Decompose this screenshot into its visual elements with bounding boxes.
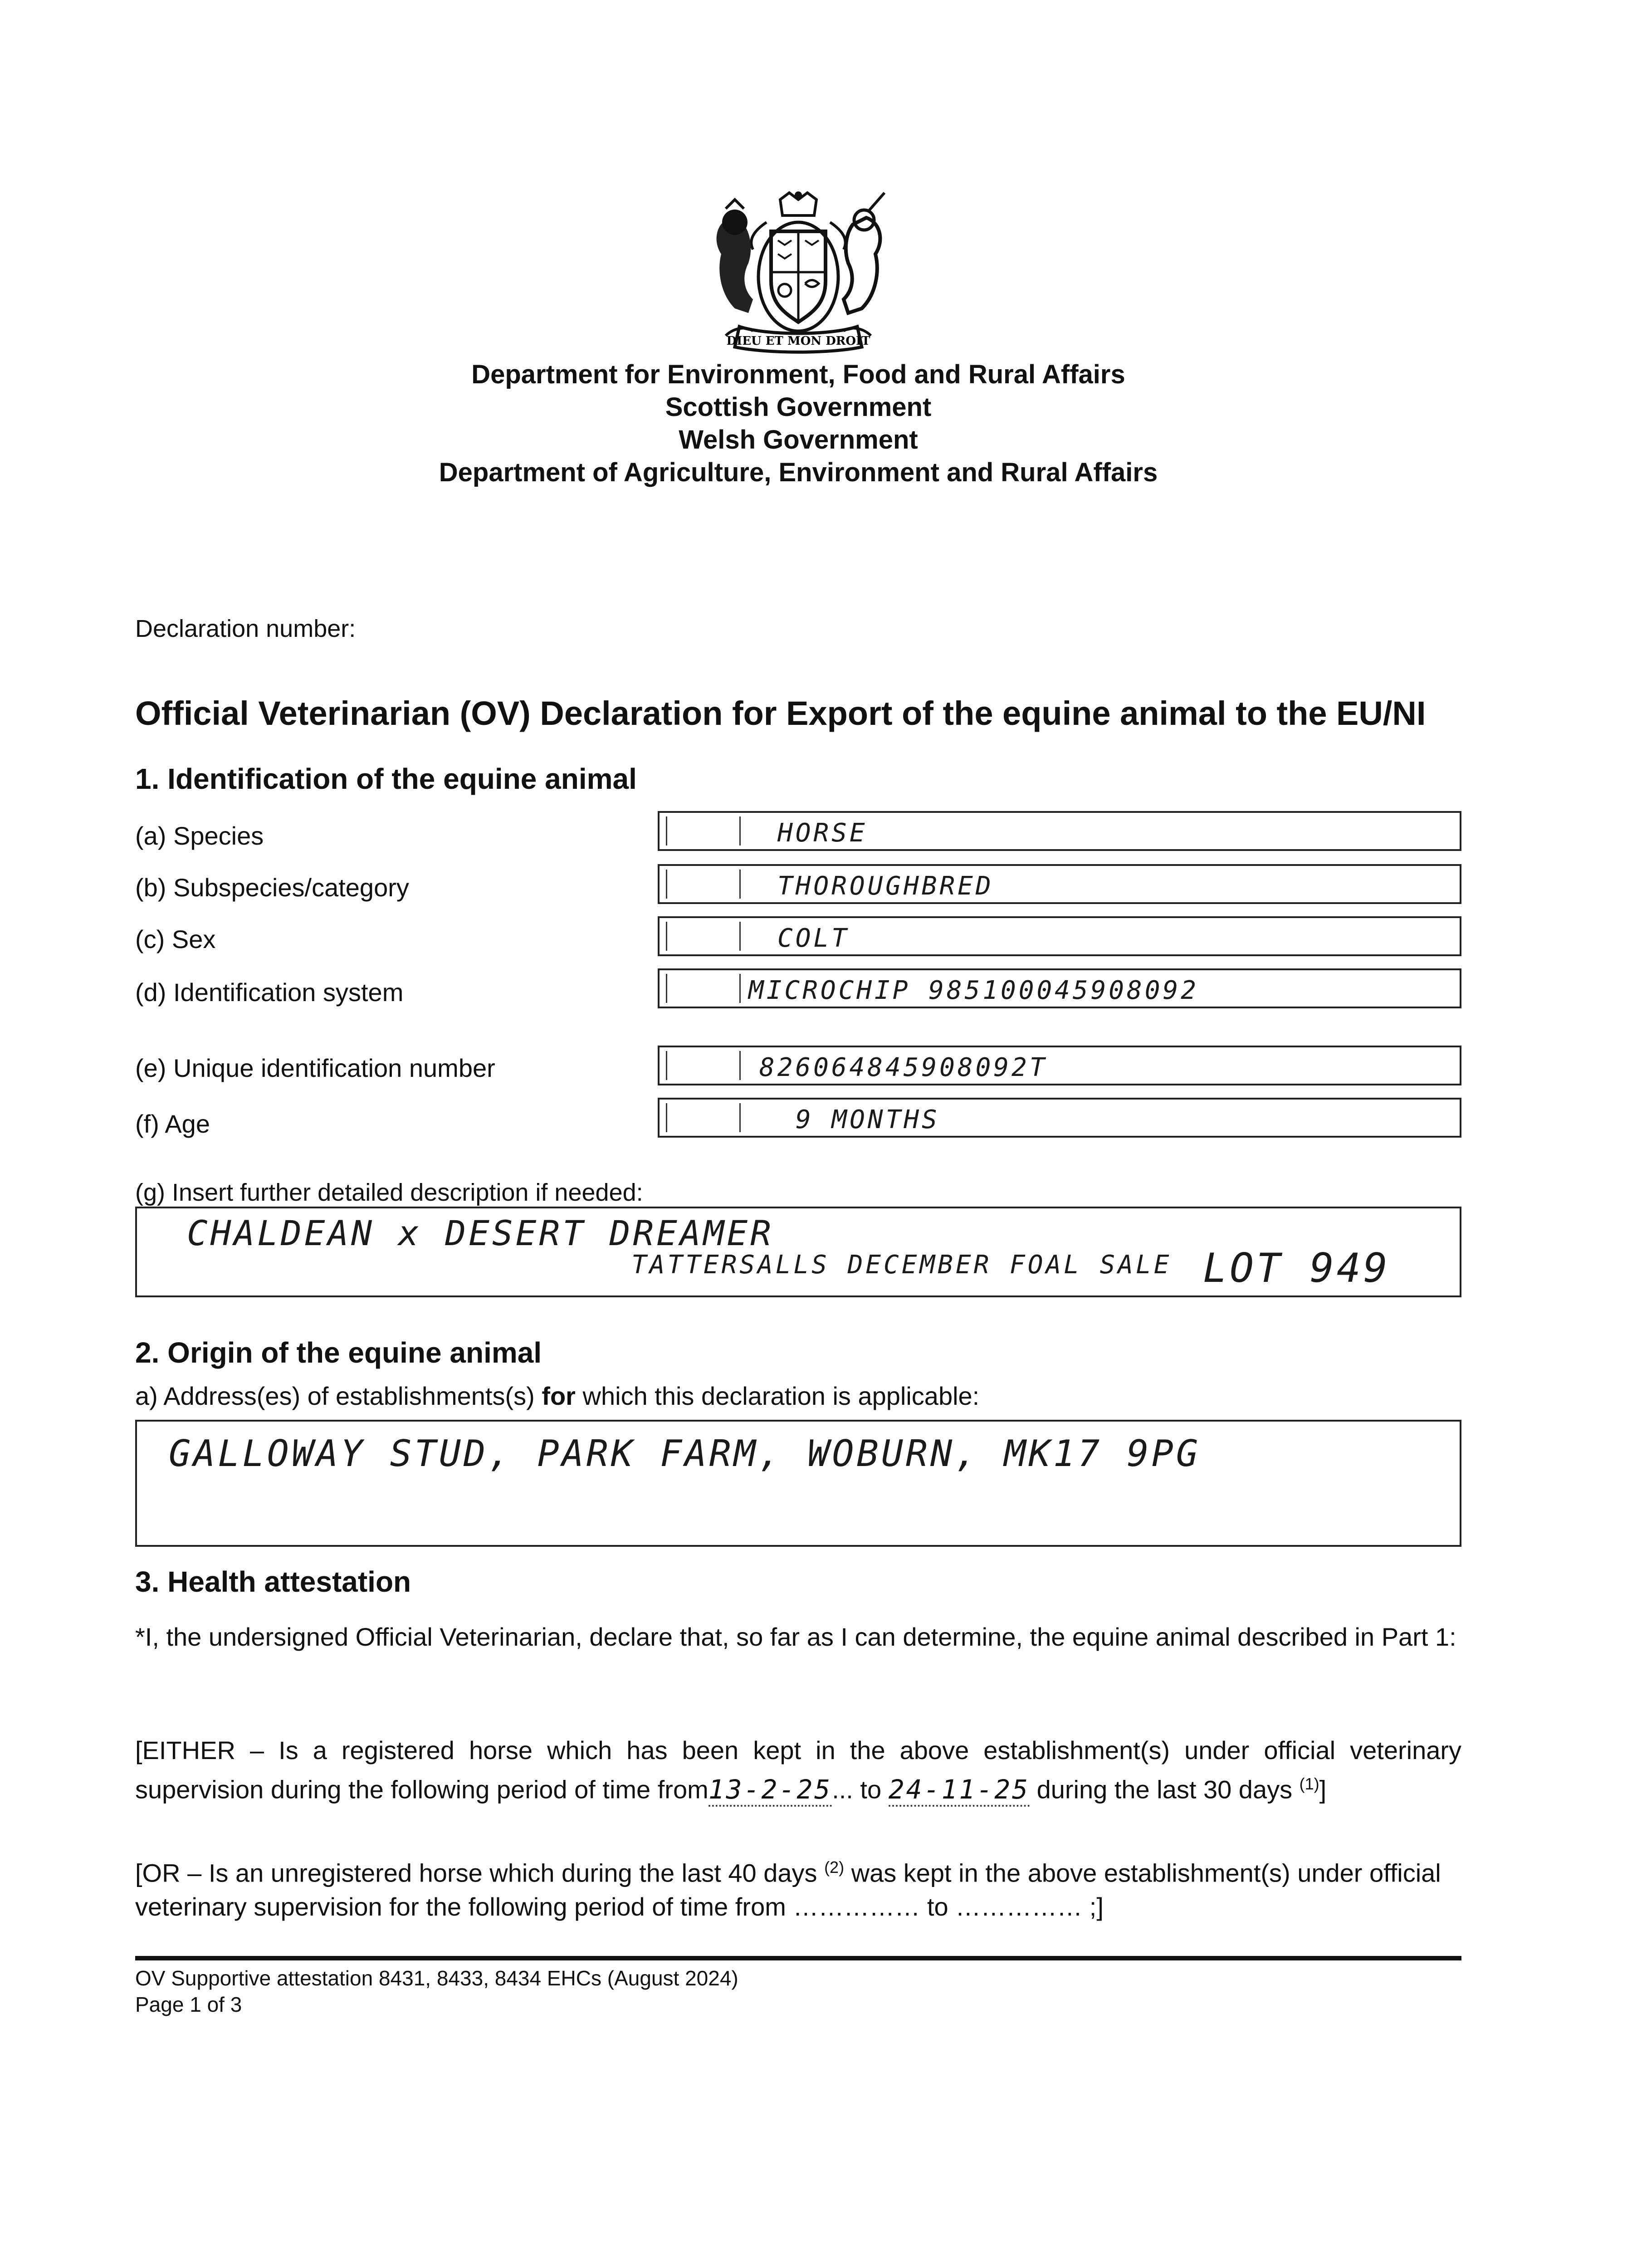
sex-label: (c) Sex <box>135 925 216 953</box>
either-text: [EITHER – Is a registered horse which has been kept in the above establishment(s) under official veterinary supervision during the following period of time from <box>135 1736 1461 1804</box>
age-value: 9 MONTHS <box>796 1105 940 1134</box>
address-label-bold: for <box>542 1382 576 1410</box>
either-from-date[interactable]: 13-2-25 <box>709 1774 832 1807</box>
declaration-number-label: Declaration number: <box>135 615 356 642</box>
description-breeding: CHALDEAN x DESERT DREAMER <box>187 1213 774 1253</box>
attestation-either <box>135 1734 1461 1807</box>
species-label: (a) Species <box>135 821 264 850</box>
address-value: GALLOWAY STUD, PARK FARM, WOBURN, MK17 9PG <box>169 1432 1201 1475</box>
subspecies-value: THOROUGHBRED <box>777 871 994 901</box>
attestation-or <box>135 1851 1461 1924</box>
either-dots: ... <box>832 1775 853 1804</box>
sex-value: COLT <box>777 924 850 953</box>
unique-id-label: (e) Unique identification number <box>135 1054 495 1082</box>
description-field[interactable] <box>135 1207 1461 1297</box>
document-title: Official Veterinarian (OV) Declaration for Export of the equine animal to the EU/NI <box>135 694 1426 732</box>
description-label: (g) Insert further detailed description if needed: <box>135 1179 643 1206</box>
address-field[interactable] <box>135 1420 1461 1547</box>
or-text-post: was kept in the above establishment(s) under official veterinary supervision for the following period of time from …………… to …………… ;] <box>135 1858 1441 1921</box>
either-to-word: to <box>853 1775 889 1804</box>
issuing-authorities <box>0 358 1597 489</box>
sex-field[interactable] <box>658 916 1461 956</box>
crest-motto: DIEU ET MON DROIT <box>726 334 870 348</box>
authority-scottish-gov: Scottish Government <box>665 392 932 422</box>
footer-page-number: Page 1 of 3 <box>135 1993 242 2016</box>
authority-welsh-gov: Welsh Government <box>679 425 918 455</box>
either-close: ] <box>1319 1775 1327 1804</box>
subspecies-field[interactable] <box>658 864 1461 904</box>
address-label <box>135 1381 979 1411</box>
footer-divider <box>135 1956 1461 1960</box>
authority-daera: Department of Agriculture, Environment and Rural Affairs <box>439 458 1158 487</box>
identification-system-value: MICROCHIP 985100045908092 <box>748 976 1199 1005</box>
royal-coat-of-arms-icon <box>699 191 898 358</box>
species-field[interactable] <box>658 811 1461 851</box>
authority-defra: Department for Environment, Food and Rural Affairs <box>471 360 1125 389</box>
attestation-intro: *I, the undersigned Official Veterinarian, declare that, so far as I can determine, the equine animal described in Part 1: <box>135 1623 1456 1651</box>
section-1-heading: 1. Identification of the equine animal <box>135 763 637 795</box>
footer-form-reference: OV Supportive attestation 8431, 8433, 8434 EHCs (August 2024) <box>135 1966 738 1990</box>
footnote-2-ref: (2) <box>824 1858 845 1877</box>
footnote-1-ref: (1) <box>1299 1774 1319 1793</box>
address-label-post: which this declaration is applicable: <box>575 1382 980 1410</box>
description-sale: TATTERSALLS DECEMBER FOAL SALE <box>631 1250 1172 1280</box>
either-post: during the last 30 days <box>1030 1775 1300 1804</box>
subspecies-label: (b) Subspecies/category <box>135 873 409 902</box>
description-lot: LOT 949 <box>1203 1245 1390 1291</box>
or-text: [OR – Is an unregistered horse which during the last 40 days <box>135 1858 825 1887</box>
address-label-pre: a) Address(es) of establishments(s) <box>135 1382 542 1410</box>
age-field[interactable] <box>658 1098 1461 1138</box>
unique-id-field[interactable] <box>658 1046 1461 1085</box>
unique-id-value: 826064845908092T <box>759 1053 1048 1082</box>
either-to-date[interactable]: 24-11-25 <box>889 1774 1030 1807</box>
footer <box>135 1965 738 2018</box>
age-label: (f) Age <box>135 1110 210 1138</box>
identification-system-field[interactable] <box>658 968 1461 1008</box>
section-3-heading: 3. Health attestation <box>135 1565 411 1598</box>
species-value: HORSE <box>777 818 868 848</box>
section-2-heading: 2. Origin of the equine animal <box>135 1336 542 1369</box>
identification-system-label: (d) Identification system <box>135 978 404 1007</box>
